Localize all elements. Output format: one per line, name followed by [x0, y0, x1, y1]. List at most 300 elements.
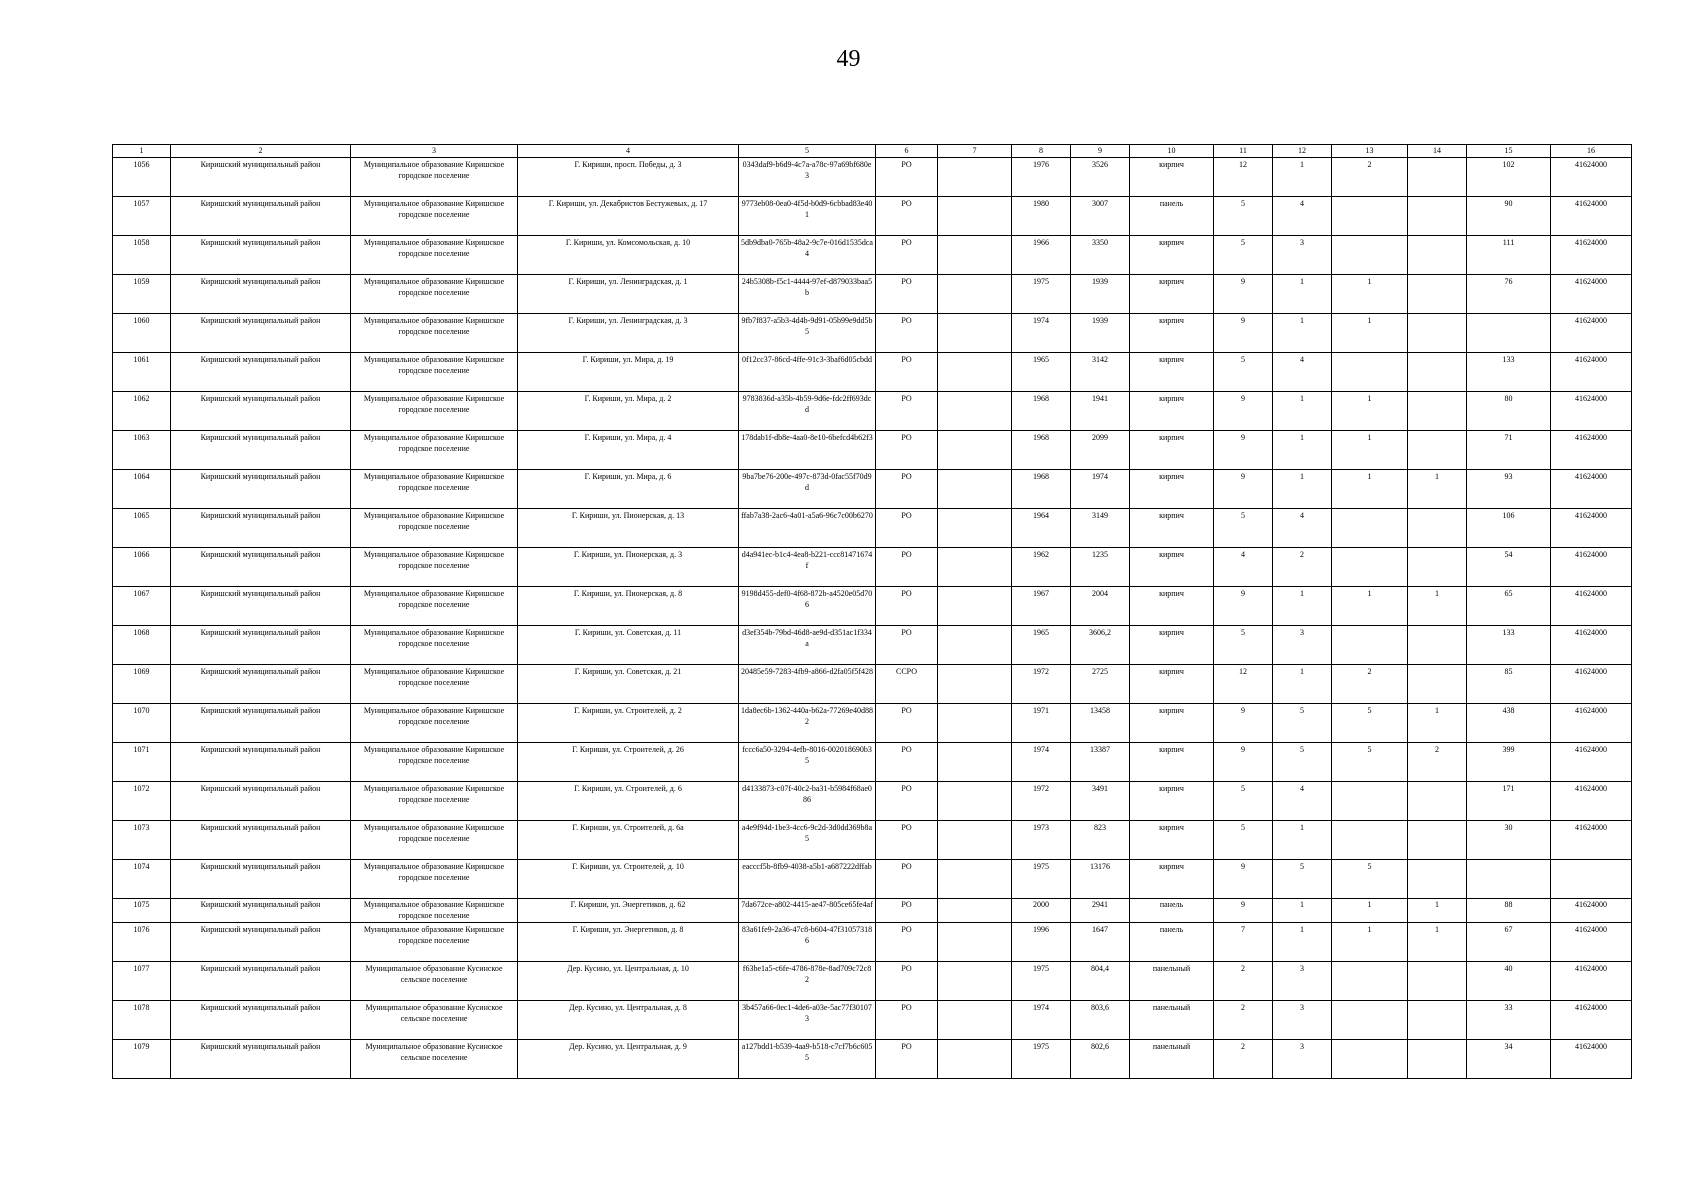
column-header: 16	[1551, 145, 1632, 158]
col14-cell: 1	[1408, 470, 1467, 509]
table-row	[113, 923, 1632, 962]
uuid-cell: eacccf5b-8fb9-4038-a5b1-a687222dffab	[739, 860, 876, 899]
uuid-cell: d4133873-c07f-40c2-ba31-b5984f68ae086	[739, 782, 876, 821]
col14-cell	[1408, 431, 1467, 470]
col7-cell	[938, 548, 1012, 587]
uuid-cell: d4a941ec-b1c4-4ea8-b221-ccc81471674f	[739, 548, 876, 587]
year-cell: 1972	[1012, 782, 1071, 821]
col7-cell	[938, 782, 1012, 821]
entrances-cell: 1	[1273, 275, 1332, 314]
elevators-cell: 5	[1332, 860, 1408, 899]
uuid-cell: a4e9f94d-1be3-4cc6-9c2d-3d0dd369b8a5	[739, 821, 876, 860]
type-cell: РО	[876, 821, 938, 860]
floors-cell: 4	[1214, 548, 1273, 587]
col7-cell	[938, 704, 1012, 743]
oktmo-cell: 41624000	[1551, 197, 1632, 236]
col14-cell	[1408, 1040, 1467, 1079]
uuid-cell: 9783836d-a35b-4b59-9d6e-fdc2ff693dcd	[739, 392, 876, 431]
col7-cell	[938, 665, 1012, 704]
uuid-cell: ffab7a38-2ac6-4a01-a5a6-96c7c00b6270	[739, 509, 876, 548]
year-cell: 1996	[1012, 923, 1071, 962]
material-cell: кирпич	[1130, 821, 1214, 860]
table-row	[113, 353, 1632, 392]
apartments-cell	[1467, 860, 1551, 899]
column-header: 6	[876, 145, 938, 158]
col14-cell: 1	[1408, 587, 1467, 626]
oktmo-cell: 41624000	[1551, 626, 1632, 665]
table-row	[113, 509, 1632, 548]
material-cell: кирпич	[1130, 665, 1214, 704]
area-cell: 1941	[1071, 392, 1130, 431]
area-cell: 803,6	[1071, 1001, 1130, 1040]
table-row	[113, 962, 1632, 1001]
oktmo-cell: 41624000	[1551, 431, 1632, 470]
row-number-cell: 1064	[113, 470, 171, 509]
apartments-cell: 40	[1467, 962, 1551, 1001]
district-cell: Киришский муниципальный район	[171, 962, 351, 1001]
year-cell: 1975	[1012, 962, 1071, 1001]
municipality-cell: Муниципальное образование Киришское городское поселение	[351, 665, 518, 704]
row-number-cell: 1059	[113, 275, 171, 314]
type-cell: РО	[876, 431, 938, 470]
floors-cell: 5	[1214, 782, 1273, 821]
floors-cell: 9	[1214, 314, 1273, 353]
address-cell: Г. Кириши, просп. Победы, д. 3	[518, 158, 739, 197]
municipality-cell: Муниципальное образование Киришское городское поселение	[351, 548, 518, 587]
table-row	[113, 821, 1632, 860]
row-number-cell: 1075	[113, 899, 171, 923]
elevators-cell	[1332, 197, 1408, 236]
uuid-cell: 7da672ce-a802-4415-ae47-805ce65fe4af	[739, 899, 876, 923]
floors-cell: 5	[1214, 509, 1273, 548]
district-cell: Киришский муниципальный район	[171, 704, 351, 743]
column-header: 14	[1408, 145, 1467, 158]
table-row	[113, 587, 1632, 626]
elevators-cell: 1	[1332, 899, 1408, 923]
oktmo-cell: 41624000	[1551, 548, 1632, 587]
col7-cell	[938, 626, 1012, 665]
district-cell: Киришский муниципальный район	[171, 1001, 351, 1040]
material-cell: кирпич	[1130, 548, 1214, 587]
entrances-cell: 1	[1273, 392, 1332, 431]
entrances-cell: 3	[1273, 1001, 1332, 1040]
area-cell: 1647	[1071, 923, 1130, 962]
type-cell: РО	[876, 860, 938, 899]
address-cell: Г. Кириши, ул. Мира, д. 4	[518, 431, 739, 470]
area-cell: 3491	[1071, 782, 1130, 821]
floors-cell: 9	[1214, 470, 1273, 509]
col14-cell	[1408, 665, 1467, 704]
column-header: 3	[351, 145, 518, 158]
floors-cell: 5	[1214, 353, 1273, 392]
col7-cell	[938, 1001, 1012, 1040]
uuid-cell: fccc6a50-3294-4efb-8016-002018690b35	[739, 743, 876, 782]
apartments-cell: 54	[1467, 548, 1551, 587]
entrances-cell: 5	[1273, 704, 1332, 743]
entrances-cell: 1	[1273, 314, 1332, 353]
oktmo-cell: 41624000	[1551, 821, 1632, 860]
column-header: 7	[938, 145, 1012, 158]
address-cell: Г. Кириши, ул. Пионерская, д. 13	[518, 509, 739, 548]
material-cell: кирпич	[1130, 353, 1214, 392]
elevators-cell: 2	[1332, 665, 1408, 704]
entrances-cell: 1	[1273, 470, 1332, 509]
district-cell: Киришский муниципальный район	[171, 236, 351, 275]
type-cell: РО	[876, 704, 938, 743]
oktmo-cell: 41624000	[1551, 587, 1632, 626]
municipality-cell: Муниципальное образование Киришское городское поселение	[351, 353, 518, 392]
uuid-cell: 5db9dba0-765b-48a2-9c7e-016d1535dca4	[739, 236, 876, 275]
apartments-cell: 106	[1467, 509, 1551, 548]
district-cell: Киришский муниципальный район	[171, 197, 351, 236]
municipality-cell: Муниципальное образование Киришское городское поселение	[351, 860, 518, 899]
col7-cell	[938, 860, 1012, 899]
housing-registry-table	[112, 144, 1632, 1079]
entrances-cell: 4	[1273, 353, 1332, 392]
apartments-cell: 133	[1467, 626, 1551, 665]
entrances-cell: 5	[1273, 743, 1332, 782]
col7-cell	[938, 392, 1012, 431]
district-cell: Киришский муниципальный район	[171, 626, 351, 665]
material-cell: кирпич	[1130, 743, 1214, 782]
area-cell: 1939	[1071, 314, 1130, 353]
address-cell: Г. Кириши, ул. Строителей, д. 2	[518, 704, 739, 743]
area-cell: 804,4	[1071, 962, 1130, 1001]
material-cell: кирпич	[1130, 392, 1214, 431]
material-cell: кирпич	[1130, 275, 1214, 314]
row-number-cell: 1072	[113, 782, 171, 821]
entrances-cell: 4	[1273, 782, 1332, 821]
elevators-cell	[1332, 821, 1408, 860]
elevators-cell	[1332, 548, 1408, 587]
elevators-cell	[1332, 782, 1408, 821]
material-cell: кирпич	[1130, 470, 1214, 509]
elevators-cell: 1	[1332, 314, 1408, 353]
table-row	[113, 548, 1632, 587]
year-cell: 1974	[1012, 743, 1071, 782]
elevators-cell	[1332, 962, 1408, 1001]
uuid-cell: 0f12cc37-86cd-4ffe-91c3-3baf6d05cbdd	[739, 353, 876, 392]
type-cell: РО	[876, 236, 938, 275]
col7-cell	[938, 1040, 1012, 1079]
col7-cell	[938, 899, 1012, 923]
oktmo-cell: 41624000	[1551, 899, 1632, 923]
table-row	[113, 704, 1632, 743]
uuid-cell: 9773eb08-0ea0-4f5d-b0d9-6cbbad83e401	[739, 197, 876, 236]
floors-cell: 9	[1214, 392, 1273, 431]
material-cell: кирпич	[1130, 236, 1214, 275]
municipality-cell: Муниципальное образование Киришское городское поселение	[351, 899, 518, 923]
floors-cell: 9	[1214, 743, 1273, 782]
municipality-cell: Муниципальное образование Киришское городское поселение	[351, 782, 518, 821]
elevators-cell	[1332, 236, 1408, 275]
column-header: 5	[739, 145, 876, 158]
address-cell: Г. Кириши, ул. Ленинградская, д. 1	[518, 275, 739, 314]
column-header: 13	[1332, 145, 1408, 158]
col14-cell: 2	[1408, 743, 1467, 782]
floors-cell: 2	[1214, 1040, 1273, 1079]
floors-cell: 9	[1214, 899, 1273, 923]
area-cell: 823	[1071, 821, 1130, 860]
address-cell: Г. Кириши, ул. Советская, д. 11	[518, 626, 739, 665]
municipality-cell: Муниципальное образование Киришское городское поселение	[351, 431, 518, 470]
col7-cell	[938, 587, 1012, 626]
entrances-cell: 1	[1273, 431, 1332, 470]
apartments-cell: 399	[1467, 743, 1551, 782]
floors-cell: 5	[1214, 626, 1273, 665]
floors-cell: 9	[1214, 587, 1273, 626]
row-number-cell: 1074	[113, 860, 171, 899]
year-cell: 1968	[1012, 470, 1071, 509]
district-cell: Киришский муниципальный район	[171, 470, 351, 509]
type-cell: РО	[876, 626, 938, 665]
col7-cell	[938, 821, 1012, 860]
material-cell: кирпич	[1130, 509, 1214, 548]
type-cell: РО	[876, 353, 938, 392]
elevators-cell: 1	[1332, 431, 1408, 470]
district-cell: Киришский муниципальный район	[171, 782, 351, 821]
district-cell: Киришский муниципальный район	[171, 431, 351, 470]
address-cell: Г. Кириши, ул. Строителей, д. 10	[518, 860, 739, 899]
entrances-cell: 1	[1273, 158, 1332, 197]
area-cell: 802,6	[1071, 1040, 1130, 1079]
district-cell: Киришский муниципальный район	[171, 899, 351, 923]
district-cell: Киришский муниципальный район	[171, 548, 351, 587]
table-row	[113, 197, 1632, 236]
elevators-cell: 1	[1332, 392, 1408, 431]
apartments-cell: 90	[1467, 197, 1551, 236]
uuid-cell: a127bdd1-b539-4aa9-b518-c7cf7b6c6055	[739, 1040, 876, 1079]
address-cell: Г. Кириши, ул. Мира, д. 2	[518, 392, 739, 431]
oktmo-cell: 41624000	[1551, 1001, 1632, 1040]
elevators-cell	[1332, 1001, 1408, 1040]
district-cell: Киришский муниципальный район	[171, 821, 351, 860]
row-number-cell: 1067	[113, 587, 171, 626]
address-cell: Г. Кириши, ул. Декабристов Бестужевых, д. 17	[518, 197, 739, 236]
apartments-cell: 111	[1467, 236, 1551, 275]
district-cell: Киришский муниципальный район	[171, 665, 351, 704]
municipality-cell: Муниципальное образование Киришское городское поселение	[351, 587, 518, 626]
type-cell: ССРО	[876, 665, 938, 704]
floors-cell: 2	[1214, 1001, 1273, 1040]
district-cell: Киришский муниципальный район	[171, 158, 351, 197]
entrances-cell: 1	[1273, 665, 1332, 704]
apartments-cell: 133	[1467, 353, 1551, 392]
type-cell: РО	[876, 1001, 938, 1040]
year-cell: 1967	[1012, 587, 1071, 626]
address-cell: Г. Кириши, ул. Строителей, д. 26	[518, 743, 739, 782]
row-number-cell: 1065	[113, 509, 171, 548]
table-body	[113, 158, 1632, 1079]
column-header: 1	[113, 145, 171, 158]
table-row	[113, 314, 1632, 353]
municipality-cell: Муниципальное образование Киришское городское поселение	[351, 275, 518, 314]
type-cell: РО	[876, 509, 938, 548]
col14-cell	[1408, 236, 1467, 275]
table-row	[113, 626, 1632, 665]
district-cell: Киришский муниципальный район	[171, 1040, 351, 1079]
table-row	[113, 431, 1632, 470]
type-cell: РО	[876, 782, 938, 821]
entrances-cell: 1	[1273, 923, 1332, 962]
type-cell: РО	[876, 1040, 938, 1079]
oktmo-cell: 41624000	[1551, 158, 1632, 197]
year-cell: 1975	[1012, 1040, 1071, 1079]
area-cell: 13176	[1071, 860, 1130, 899]
material-cell: панель	[1130, 899, 1214, 923]
row-number-cell: 1078	[113, 1001, 171, 1040]
table-row	[113, 860, 1632, 899]
municipality-cell: Муниципальное образование Киришское городское поселение	[351, 470, 518, 509]
elevators-cell: 2	[1332, 158, 1408, 197]
oktmo-cell: 41624000	[1551, 704, 1632, 743]
col14-cell	[1408, 509, 1467, 548]
entrances-cell: 3	[1273, 962, 1332, 1001]
col14-cell	[1408, 821, 1467, 860]
row-number-cell: 1069	[113, 665, 171, 704]
material-cell: кирпич	[1130, 587, 1214, 626]
oktmo-cell: 41624000	[1551, 275, 1632, 314]
year-cell: 1966	[1012, 236, 1071, 275]
table-row	[113, 275, 1632, 314]
col14-cell	[1408, 548, 1467, 587]
table-row	[113, 470, 1632, 509]
district-cell: Киришский муниципальный район	[171, 743, 351, 782]
column-header: 8	[1012, 145, 1071, 158]
district-cell: Киришский муниципальный район	[171, 587, 351, 626]
uuid-cell: 178dab1f-db8e-4aa0-8e10-6befcd4b62f3	[739, 431, 876, 470]
oktmo-cell: 41624000	[1551, 665, 1632, 704]
col14-cell	[1408, 158, 1467, 197]
elevators-cell	[1332, 1040, 1408, 1079]
floors-cell: 5	[1214, 197, 1273, 236]
table-row	[113, 1040, 1632, 1079]
type-cell: РО	[876, 392, 938, 431]
apartments-cell: 34	[1467, 1040, 1551, 1079]
uuid-cell: d3ef354b-79bd-46d8-ae9d-d351ac1f334a	[739, 626, 876, 665]
col7-cell	[938, 743, 1012, 782]
floors-cell: 5	[1214, 821, 1273, 860]
entrances-cell: 1	[1273, 821, 1332, 860]
uuid-cell: 9198d455-def0-4f68-872b-a4520e05d706	[739, 587, 876, 626]
col7-cell	[938, 197, 1012, 236]
area-cell: 3142	[1071, 353, 1130, 392]
row-number-cell: 1076	[113, 923, 171, 962]
row-number-cell: 1060	[113, 314, 171, 353]
type-cell: РО	[876, 314, 938, 353]
column-header: 2	[171, 145, 351, 158]
row-number-cell: 1063	[113, 431, 171, 470]
col14-cell	[1408, 962, 1467, 1001]
col14-cell: 1	[1408, 704, 1467, 743]
type-cell: РО	[876, 899, 938, 923]
row-number-cell: 1066	[113, 548, 171, 587]
apartments-cell: 65	[1467, 587, 1551, 626]
entrances-cell: 4	[1273, 197, 1332, 236]
area-cell: 3526	[1071, 158, 1130, 197]
col7-cell	[938, 470, 1012, 509]
uuid-cell: 24b5308b-f5c1-4444-97ef-d879033baa5b	[739, 275, 876, 314]
entrances-cell: 2	[1273, 548, 1332, 587]
entrances-cell: 3	[1273, 236, 1332, 275]
year-cell: 1964	[1012, 509, 1071, 548]
type-cell: РО	[876, 743, 938, 782]
material-cell: кирпич	[1130, 626, 1214, 665]
entrances-cell: 5	[1273, 860, 1332, 899]
material-cell: кирпич	[1130, 704, 1214, 743]
area-cell: 1235	[1071, 548, 1130, 587]
elevators-cell: 1	[1332, 275, 1408, 314]
table-row	[113, 782, 1632, 821]
col14-cell	[1408, 314, 1467, 353]
apartments-cell: 67	[1467, 923, 1551, 962]
address-cell: Г. Кириши, ул. Мира, д. 6	[518, 470, 739, 509]
municipality-cell: Муниципальное образование Киришское городское поселение	[351, 509, 518, 548]
municipality-cell: Муниципальное образование Киришское городское поселение	[351, 314, 518, 353]
elevators-cell	[1332, 509, 1408, 548]
material-cell: панель	[1130, 197, 1214, 236]
type-cell: РО	[876, 470, 938, 509]
floors-cell: 12	[1214, 158, 1273, 197]
table-row	[113, 236, 1632, 275]
oktmo-cell: 41624000	[1551, 962, 1632, 1001]
address-cell: Г. Кириши, ул. Строителей, д. 6	[518, 782, 739, 821]
uuid-cell: 83a61fe9-2a36-47c8-b604-47f310573186	[739, 923, 876, 962]
material-cell: кирпич	[1130, 314, 1214, 353]
address-cell: Г. Кириши, ул. Советская, д. 21	[518, 665, 739, 704]
municipality-cell: Муниципальное образование Киришское городское поселение	[351, 392, 518, 431]
column-header: 10	[1130, 145, 1214, 158]
address-cell: Дер. Кусино, ул. Центральная, д. 9	[518, 1040, 739, 1079]
elevators-cell: 1	[1332, 470, 1408, 509]
district-cell: Киришский муниципальный район	[171, 923, 351, 962]
entrances-cell: 4	[1273, 509, 1332, 548]
address-cell: Дер. Кусино, ул. Центральная, д. 10	[518, 962, 739, 1001]
col14-cell	[1408, 1001, 1467, 1040]
address-cell: Г. Кириши, ул. Строителей, д. 6а	[518, 821, 739, 860]
oktmo-cell: 41624000	[1551, 509, 1632, 548]
oktmo-cell: 41624000	[1551, 236, 1632, 275]
address-cell: Г. Кириши, ул. Комсомольская, д. 10	[518, 236, 739, 275]
entrances-cell: 1	[1273, 899, 1332, 923]
row-number-cell: 1062	[113, 392, 171, 431]
col14-cell	[1408, 782, 1467, 821]
uuid-cell: 9fb7f837-a5b3-4d4b-9d91-05b99e9dd5b5	[739, 314, 876, 353]
material-cell: кирпич	[1130, 158, 1214, 197]
entrances-cell: 3	[1273, 1040, 1332, 1079]
address-cell: Г. Кириши, ул. Энергетиков, д. 8	[518, 923, 739, 962]
uuid-cell: 20485e59-7283-4fb9-a866-d2fa05f5f428	[739, 665, 876, 704]
district-cell: Киришский муниципальный район	[171, 509, 351, 548]
material-cell: панельный	[1130, 1040, 1214, 1079]
apartments-cell: 85	[1467, 665, 1551, 704]
table-row	[113, 665, 1632, 704]
row-number-cell: 1068	[113, 626, 171, 665]
apartments-cell: 88	[1467, 899, 1551, 923]
apartments-cell: 33	[1467, 1001, 1551, 1040]
row-number-cell: 1057	[113, 197, 171, 236]
address-cell: Г. Кириши, ул. Пионерская, д. 8	[518, 587, 739, 626]
row-number-cell: 1071	[113, 743, 171, 782]
elevators-cell: 1	[1332, 587, 1408, 626]
year-cell: 1974	[1012, 1001, 1071, 1040]
floors-cell: 7	[1214, 923, 1273, 962]
apartments-cell: 30	[1467, 821, 1551, 860]
area-cell: 3007	[1071, 197, 1130, 236]
year-cell: 1968	[1012, 431, 1071, 470]
column-header: 12	[1273, 145, 1332, 158]
table-row	[113, 899, 1632, 923]
